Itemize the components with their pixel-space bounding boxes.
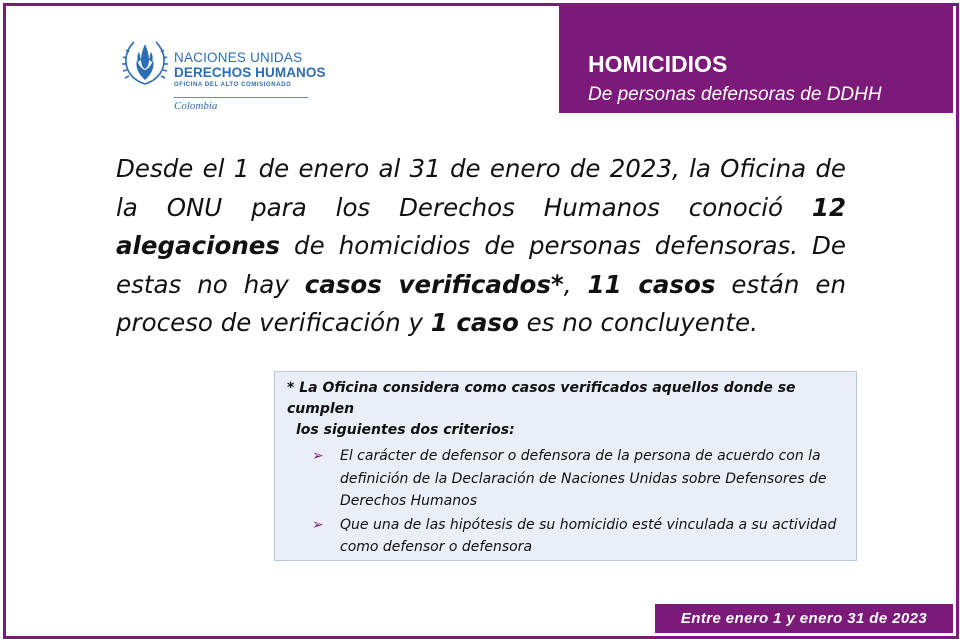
un-human-rights-logo [120,36,326,116]
main-paragraph [116,150,846,343]
logo-line-3: OFICINA DEL ALTO COMISIONADO [174,82,292,88]
criteria-note-box [274,371,857,561]
main-text-part-2: de homicidios de personas defensoras. De estas no hay [116,231,846,299]
note-heading [287,378,852,441]
arrow-bullet-icon: ➢ [312,516,324,533]
logo-line-1: NACIONES UNIDAS [174,50,303,65]
logo-line-2: DERECHOS HUMANOS [174,65,326,80]
main-text-part-4: están en proceso de verificación y [116,269,846,337]
main-text-part-5: es no concluyente. [518,308,758,337]
note-heading-line-2: los siguientes dos criterios: [296,422,515,438]
list-item [312,445,842,513]
list-item [312,514,842,559]
date-range-label: Entre enero 1 y enero 31 de 2023 [680,610,928,627]
main-bold-verificados: casos verificados* [304,269,564,299]
note-heading-line-1: * La Oficina considera como casos verificados aquellos donde se cumplen [287,380,796,417]
criteria-list [312,445,842,560]
header-banner [559,6,953,113]
main-text-part-1: Desde el 1 de enero al 31 de enero de 2023, la Oficina de la ONU para los Derechos Humanos conoció [116,154,846,222]
main-bold-no-concluyente: 1 caso [430,308,519,337]
logo-country: Colombia [174,100,218,112]
main-bold-alegaciones: 12 alegaciones [116,192,846,260]
logo-divider [174,97,308,98]
criterion-1-text: El carácter de defensor o defensora de la persona de acuerdo con la definición de la Declaración de Naciones Unidas sobre Defensores de Derechos Humanos [340,448,827,509]
arrow-bullet-icon: ➢ [312,448,324,464]
criterion-2-text: Que una de las hipótesis de su homicidio esté vinculada a su actividad como defensor o defensora [340,516,837,555]
header-subtitle: De personas defensoras de DDHH [588,84,882,105]
un-emblem-icon [120,36,170,90]
main-text-part-3: , [563,269,588,299]
date-range-footer [655,604,953,633]
main-bold-en-proceso: 11 casos [587,269,716,299]
header-title: HOMICIDIOS [588,51,728,77]
